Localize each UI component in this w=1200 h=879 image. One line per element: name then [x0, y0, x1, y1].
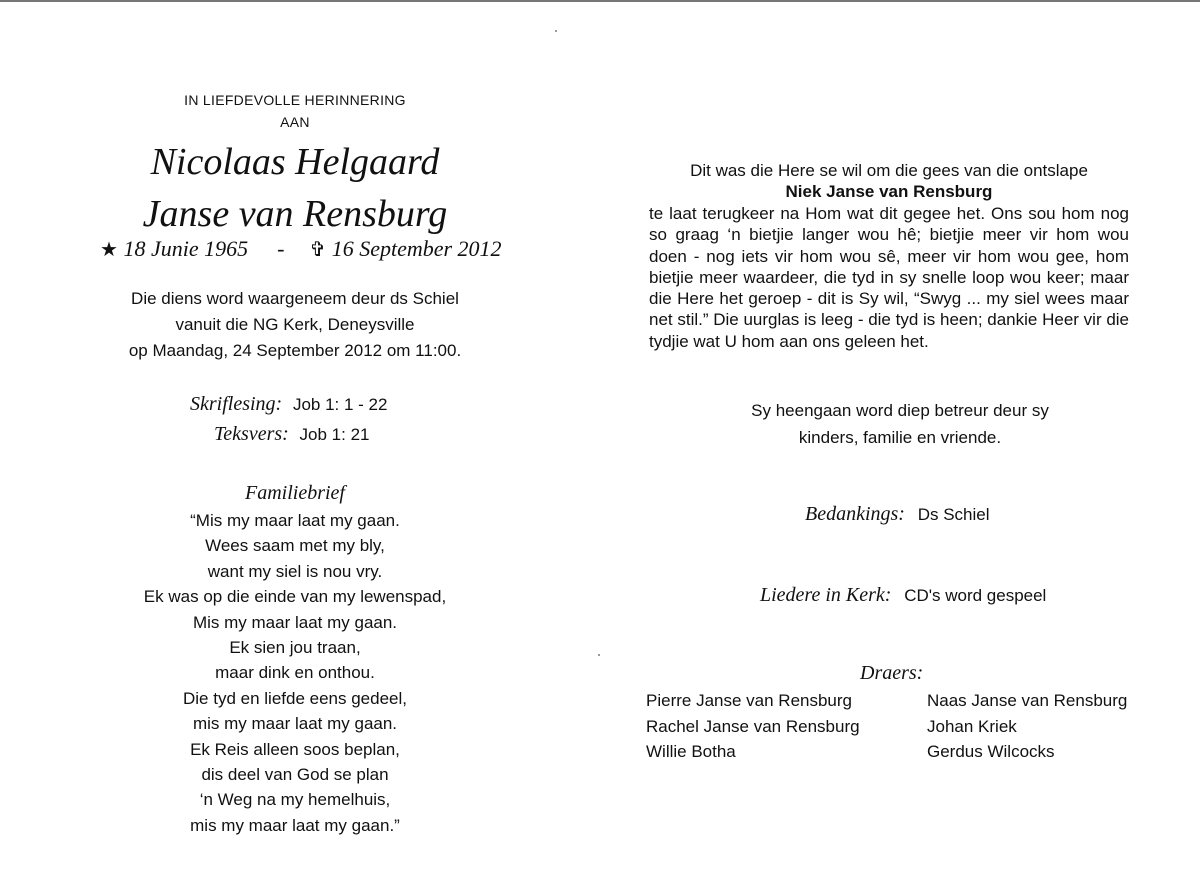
poem-line: maar dink en onthou.: [215, 663, 375, 683]
scan-top-edge: [0, 0, 1200, 2]
intro-heading: IN LIEFDEVOLLE HERINNERING: [184, 92, 406, 108]
bearer-name: Pierre Janse van Rensburg: [646, 691, 853, 710]
mourned-notice: [700, 397, 1100, 451]
star-icon: ★: [100, 239, 118, 261]
poem-line: “Mis my maar laat my gaan.: [190, 511, 400, 530]
bearers-left-list: [646, 688, 860, 765]
text-verse-label: Teksvers:: [214, 423, 289, 445]
service-details: [80, 286, 510, 364]
poem-line: mis my maar laat my gaan.”: [190, 815, 400, 835]
service-line: op Maandag, 24 September 2012 om 11:00.: [128, 341, 462, 360]
poem-title: Familiebrief: [245, 482, 345, 504]
bearer-name: Johan Kriek: [927, 716, 1017, 736]
tribute-opening: Dit was die Here se wil om die gees van die ontslape: [690, 161, 1088, 180]
poem-line: want my siel is nou vry.: [207, 561, 383, 581]
date-separator: -: [277, 236, 285, 261]
poem-line: Ek was op die einde van my lewenspad,: [143, 587, 447, 607]
scripture-reading: [190, 393, 387, 416]
text-verse-value: Job 1: 21: [299, 425, 370, 444]
bearers-title: Draers:: [860, 662, 924, 684]
scripture-reading-value: Job 1: 1 - 22: [292, 395, 388, 414]
poem-line: dis deel van God se plan: [201, 765, 389, 785]
thanks-value: Ds Schiel: [917, 505, 990, 524]
tribute-name: Niek Janse van Rensburg: [785, 182, 993, 201]
songs-row: [760, 584, 1046, 607]
bearer-name: Willie Botha: [646, 742, 736, 761]
deceased-name-surname: Janse van Rensburg: [142, 193, 448, 235]
tribute-paragraph: te laat terugkeer na Hom wat dit gegee het. Ons sou hom nog so graag ‘n bietjie langer wou hê; bietjie meer vir hom wou doen - nog iets vir hom wou sê, meer vir hom wou gee, hom bietjie meer waardeer, die tyd in sy snelle loop wou keer; maar die Here het geroep - dit is Sy wil, “Swyg ... my siel wees maar net stil.” Die uurglas is leeg - die tyd is heen; dankie Heer vir die tydjie wat U hom aan ons geleen het.: [649, 204, 1130, 351]
service-line: vanuit die NG Kerk, Deneysville: [175, 315, 415, 334]
poem-line: Mis my maar laat my gaan.: [192, 612, 398, 632]
poem-line: Die tyd en liefde eens gedeel,: [183, 688, 407, 708]
service-line: Die diens word waargeneem deur ds Schiel: [131, 289, 459, 308]
life-dates: [100, 236, 530, 262]
songs-value: CD's word gespeel: [904, 586, 1047, 605]
mourned-line: Sy heengaan word diep betreur deur sy: [751, 401, 1049, 420]
poem-line: mis my maar laat my gaan.: [192, 714, 398, 734]
poem-line: Ek Reis alleen soos beplan,: [190, 739, 400, 759]
scan-speck: [555, 30, 557, 32]
poem-line: Wees saam met my bly,: [205, 536, 385, 556]
death-date: 16 September 2012: [331, 236, 502, 261]
intro-aan: AAN: [280, 114, 310, 130]
text-verse: [214, 423, 370, 446]
bearer-name: Rachel Janse van Rensburg: [646, 716, 860, 736]
thanks-row: [805, 503, 990, 526]
poem-line: Ek sien jou traan,: [229, 638, 361, 658]
bearer-name: Naas Janse van Rensburg: [927, 691, 1128, 710]
mourned-line: kinders, familie en vriende.: [798, 428, 1002, 447]
scan-speck: [598, 654, 600, 656]
scripture-reading-label: Skriflesing:: [190, 393, 283, 415]
poem: [80, 508, 510, 838]
birth-date: 18 Junie 1965: [123, 236, 249, 261]
poem-line: ‘n Weg na my hemelhuis,: [199, 790, 391, 810]
songs-label: Liedere in Kerk:: [760, 584, 892, 606]
bearer-name: Gerdus Wilcocks: [927, 742, 1055, 761]
deceased-name-first: Nicolaas Helgaard: [150, 141, 440, 183]
thanks-label: Bedankings:: [805, 503, 905, 525]
bearers-right-list: [927, 688, 1127, 765]
cross-icon: ✞: [309, 239, 327, 261]
